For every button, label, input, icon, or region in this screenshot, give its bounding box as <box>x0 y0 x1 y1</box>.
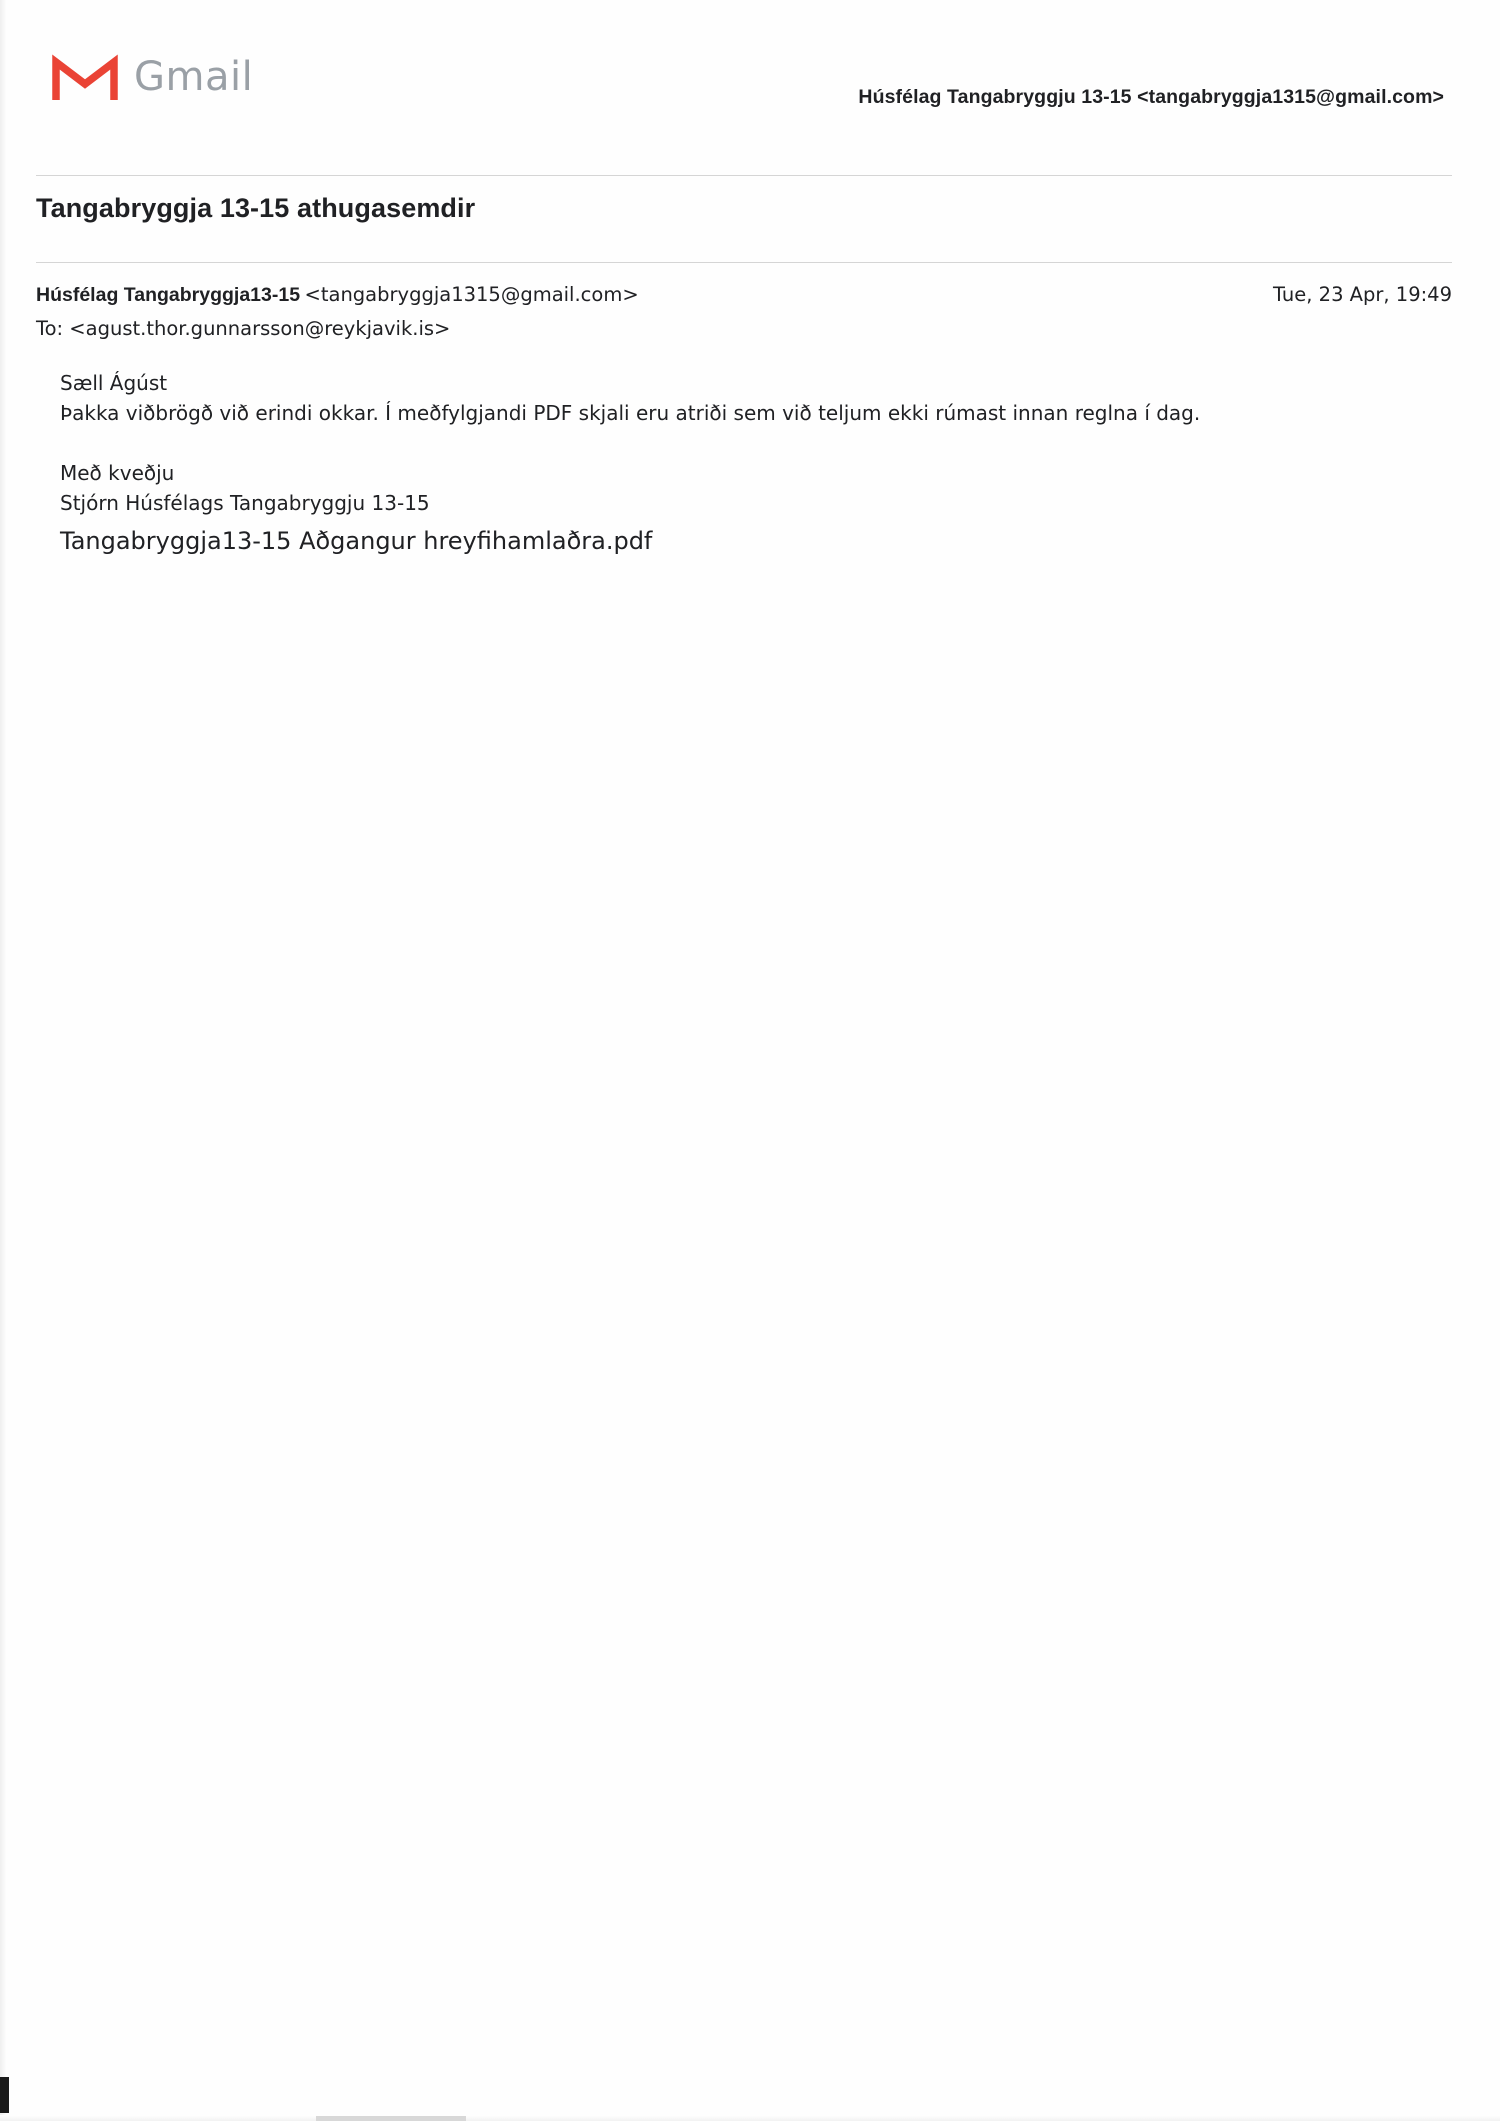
account-address: Húsfélag Tangabryggju 13-15 <tangabryggja1315@gmail.com> <box>858 86 1444 108</box>
message-meta <box>36 283 1452 340</box>
body-signature: Stjórn Húsfélags Tangabryggju 13-15 <box>60 491 430 515</box>
page-header <box>0 0 1500 175</box>
body-paragraph: Þakka viðbrögð við erindi okkar. Í meðfylgjandi PDF skjali eru atriði sem við teljum ekki rúmast innan reglna í dag. <box>60 401 1201 425</box>
sender-name: Húsfélag Tangabryggja13-15 <box>36 284 301 306</box>
scan-artifact-left <box>0 2077 9 2113</box>
divider-under-subject <box>36 262 1452 263</box>
gmail-m-icon <box>52 52 118 102</box>
scan-edge-bottom <box>0 2115 1500 2121</box>
message-date: Tue, 23 Apr, 19:49 <box>1272 283 1452 306</box>
scan-edge-left <box>0 0 7 2121</box>
message-body <box>60 368 1440 558</box>
sender-email: <tangabryggja1315@gmail.com> <box>304 283 639 306</box>
meta-row-sender <box>36 283 1452 311</box>
attachment-filename[interactable]: Tangabryggja13-15 Aðgangur hreyfihamlaðra.pdf <box>60 527 653 555</box>
scan-artifact-bottom <box>316 2116 466 2121</box>
gmail-logo <box>52 52 253 102</box>
recipient-line: To: <agust.thor.gunnarsson@reykjavik.is> <box>36 317 451 340</box>
gmail-wordmark: Gmail <box>134 54 254 100</box>
body-spacer <box>60 428 1440 458</box>
divider-top <box>36 175 1452 176</box>
body-closing: Með kveðju <box>60 461 175 485</box>
body-greeting: Sæll Ágúst <box>60 371 168 395</box>
page-title: Tangabryggja 13-15 athugasemdir <box>36 193 476 223</box>
